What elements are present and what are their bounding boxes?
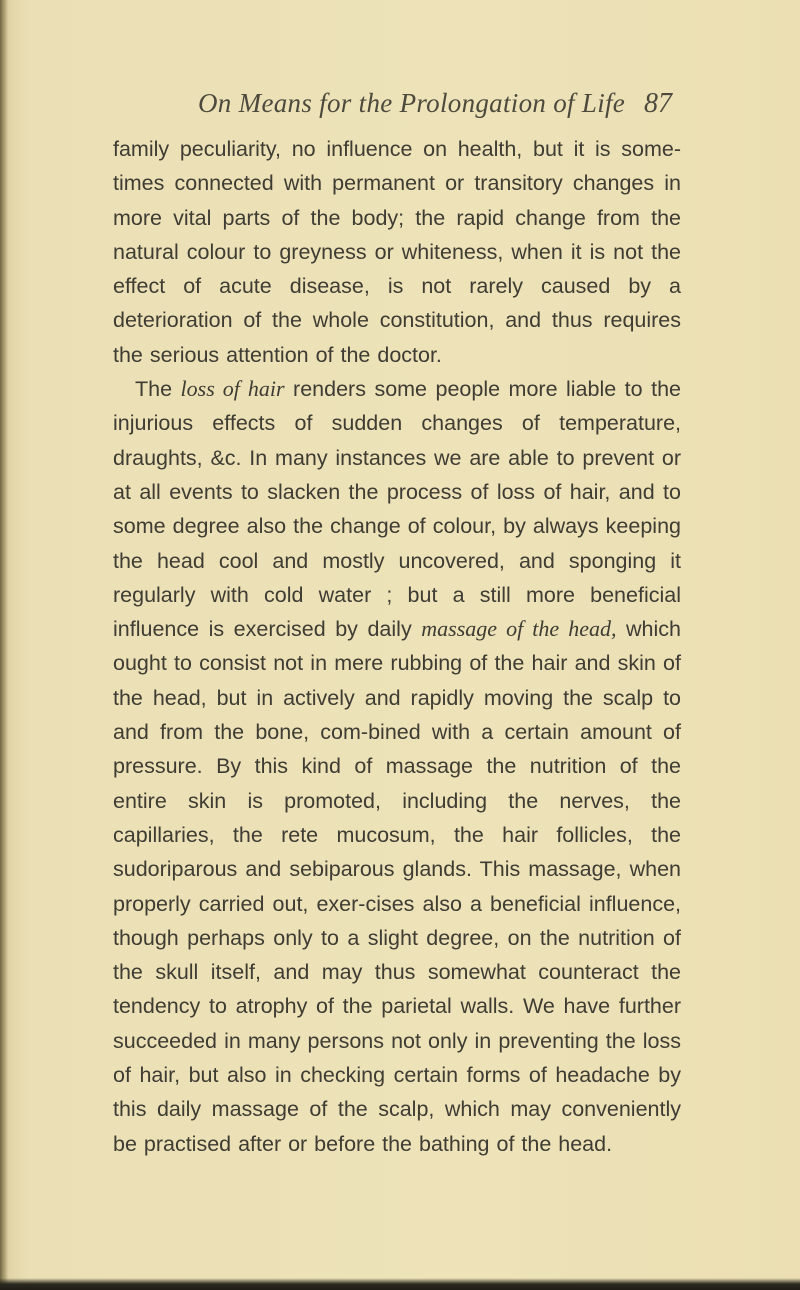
body-text	[113, 132, 681, 1161]
paragraph-2-lead: The	[135, 377, 181, 402]
emphasis-massage-of-the-head: massage of the head,	[421, 616, 617, 642]
running-title: On Means for the Prolongation of Life	[198, 88, 626, 118]
paragraph-2-tail: which ought to consist not in mere rubbing of the hair and skin of the head, but in actively and rapidly moving the scalp to and from the bone, com-bined with a certain amount of pressure. By this kind of massage the nutrition of the entire skin is promoted, including the nerves, the capillaries, the rete mucosum, the hair follicles, the sudoriparous and sebiparous glands. This massage, when properly carried out, exer-cises also a beneficial influence, though perhaps only to a slight degree, on the nutrition of the skull itself, and may thus somewhat counteract the tendency to atrophy of the parietal walls. We have further succeeded in many persons not only in preventing the loss of hair, but also in checking certain forms of headache by this daily massage of the scalp, which may conveniently be practised after or before the bathing of the head.	[113, 617, 681, 1156]
paragraph-2-middle: renders some people more liable to the injurious effects of sudden changes of temperature, draughts, &c. In many instances we are able to prevent or at all events to slacken the process of loss of hair, and to some degree also the change of colour, by always keeping the head cool and mostly uncovered, and sponging it regularly with cold water ; but a still more beneficial influence is exercised by daily	[113, 377, 681, 642]
page-binding-shadow	[0, 0, 8, 1290]
paragraph-1: family peculiarity, no influence on health, but it is some-times connected with permanent or transitory changes in more vital parts of the body; the rapid change from the natural colour to greyness or whiteness, when it is not the effect of acute disease, is not rarely caused by a deterioration of the whole constitution, and thus requires the serious attention of the doctor.	[113, 137, 681, 367]
paragraph-2	[113, 372, 681, 1161]
emphasis-loss-of-hair: loss of hair	[180, 376, 285, 402]
page-header	[198, 88, 718, 128]
page-number: 87	[644, 88, 672, 119]
page-bottom-edge	[0, 1278, 800, 1290]
